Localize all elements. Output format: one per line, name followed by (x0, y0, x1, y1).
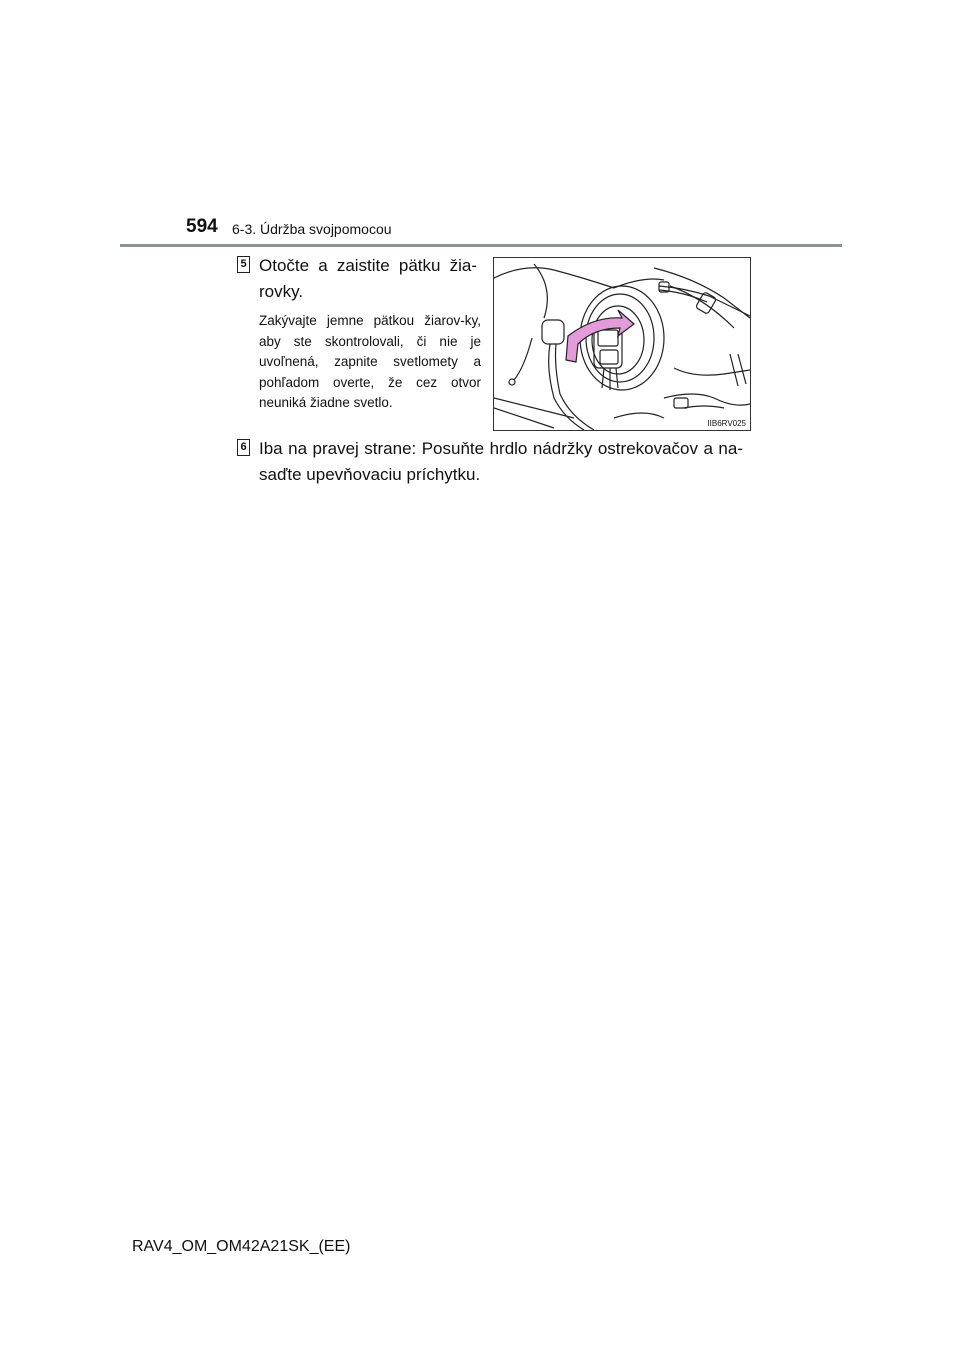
footer-doc-code: RAV4_OM_OM42A21SK_(EE) (132, 1238, 351, 1255)
section-title: 6-3. Údržba svojpomocou (232, 221, 392, 237)
step-5-badge: 5 (237, 256, 250, 273)
step-5-text: Otočte a zaistite pätku žia-rovky. (259, 256, 477, 301)
figure-code: IIB6RV025 (707, 419, 746, 428)
step-6-text: Iba na pravej strane: Posuňte hrdlo nádržky ostrekovačov a na-saďte upevňovaciu príchytku. (259, 439, 743, 484)
step-5-note: Zakývajte jemne pätkou žiarov-ky, aby ste skontrolovali, či nie je uvoľnená, zapnite svetlomety a pohľadom overte, že cez otvor neuniká žiadne svetlo. (259, 313, 481, 410)
header-rule (120, 244, 842, 247)
step-6-badge: 6 (237, 439, 250, 456)
bulb-socket-figure (493, 257, 751, 431)
headlight-illustration (494, 258, 750, 430)
page-number: 594 (186, 216, 218, 237)
